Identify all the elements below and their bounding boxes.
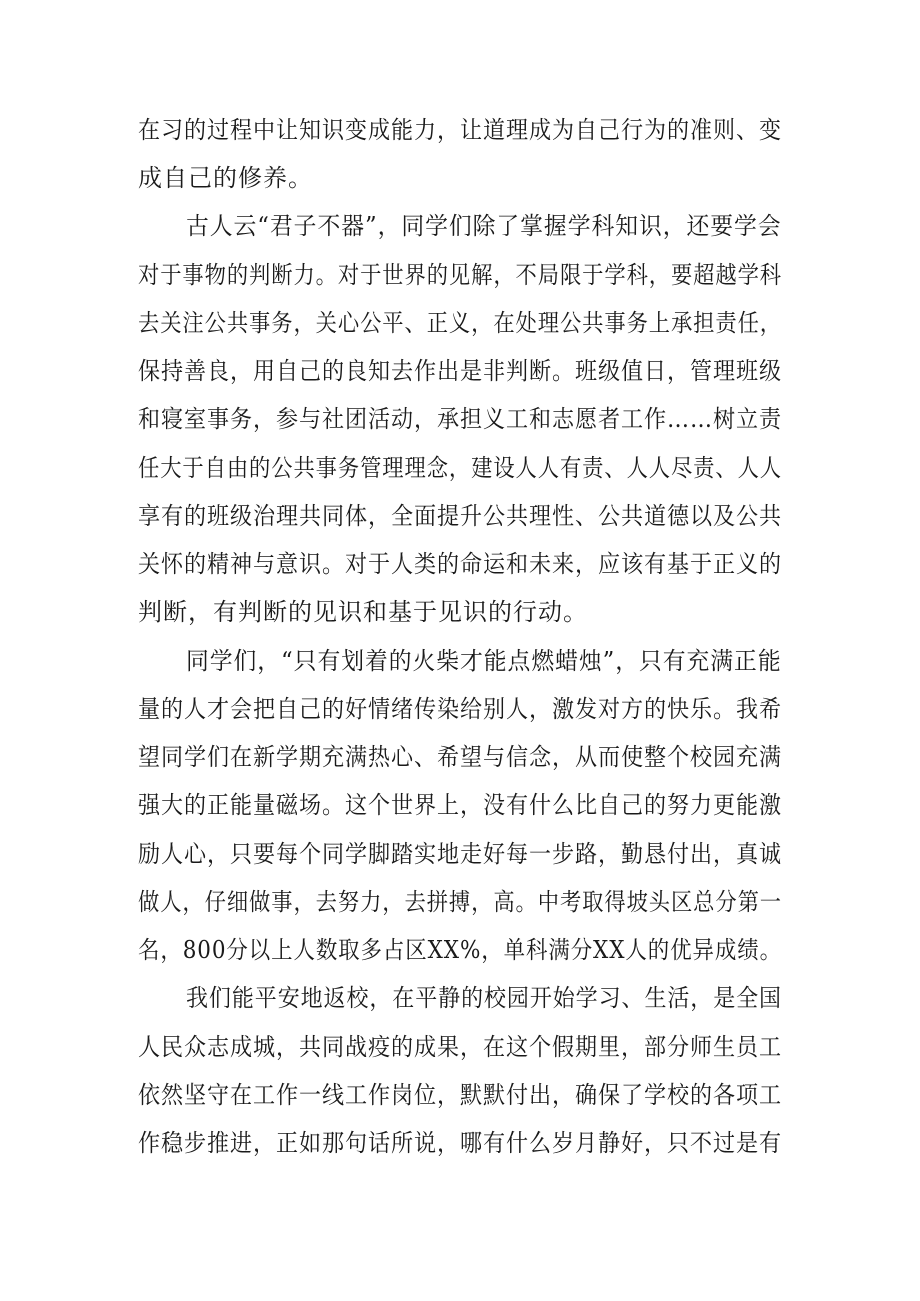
text-line: 作稳步推进，正如那句话所说，哪有什么岁月静好，只不过是有	[138, 1129, 782, 1157]
text-line: 强大的正能量磁场。这个世界上，没有什么比自己的努力更能激	[138, 791, 782, 819]
text-line: 做人，仔细做事，去努力，去拼搏，高。中考取得坡头区总分第一	[138, 888, 783, 916]
text-line: 名，800分以上人数取多占区XX%，单科满分XX人的优异成绩。	[138, 936, 782, 964]
text-line: 人民众志成城，共同战疫的成果，在这个假期里，部分师生员工	[138, 1033, 782, 1061]
text-line: 依然坚守在工作一线工作岗位，默默付出，确保了学校的各项工	[138, 1081, 782, 1109]
text-line: 量的人才会把自己的好情绪传染给别人，激发对方的快乐。我希	[138, 695, 782, 723]
text-line: 和寝室事务，参与社团活动，承担义工和志愿者工作……树立责	[138, 405, 782, 433]
text-line: 任大于自由的公共事务管理理念，建设人人有责、人人尽责、人人	[138, 454, 783, 482]
text-line: 望同学们在新学期充满热心、希望与信念，从而使整个校园充满	[138, 743, 782, 771]
paragraph-start-line: 古人云“君子不器”，同学们除了掌握学科知识，还要学会	[186, 212, 782, 240]
paragraph-start-line: 我们能平安地返校，在平静的校园开始学习、生活，是全国	[186, 984, 782, 1012]
text-line: 在习的过程中让知识变成能力，让道理成为自己行为的准则、变	[138, 116, 782, 144]
text-line: 励人心，只要每个同学脚踏实地走好每一步路，勤恳付出，真诚	[138, 840, 782, 868]
text-line: 保持善良，用自己的良知去作出是非判断。班级值日，管理班级	[138, 357, 782, 385]
text-line: 去关注公共事务，关心公平、正义，在处理公共事务上承担责任，	[138, 309, 783, 337]
text-line: 享有的班级治理共同体，全面提升公共理性、公共道德以及公共	[138, 502, 782, 530]
text-line: 判断，有判断的见识和基于见识的行动。	[138, 598, 588, 626]
text-line: 成自己的修养。	[138, 164, 313, 192]
paragraph-start-line: 同学们，“只有划着的火柴才能点燃蜡烛”，只有充满正能	[186, 647, 782, 675]
text-line: 关怀的精神与意识。对于人类的命运和未来，应该有基于正义的	[138, 550, 782, 578]
text-line: 对于事物的判断力。对于世界的见解，不局限于学科，要超越学科	[138, 261, 783, 289]
